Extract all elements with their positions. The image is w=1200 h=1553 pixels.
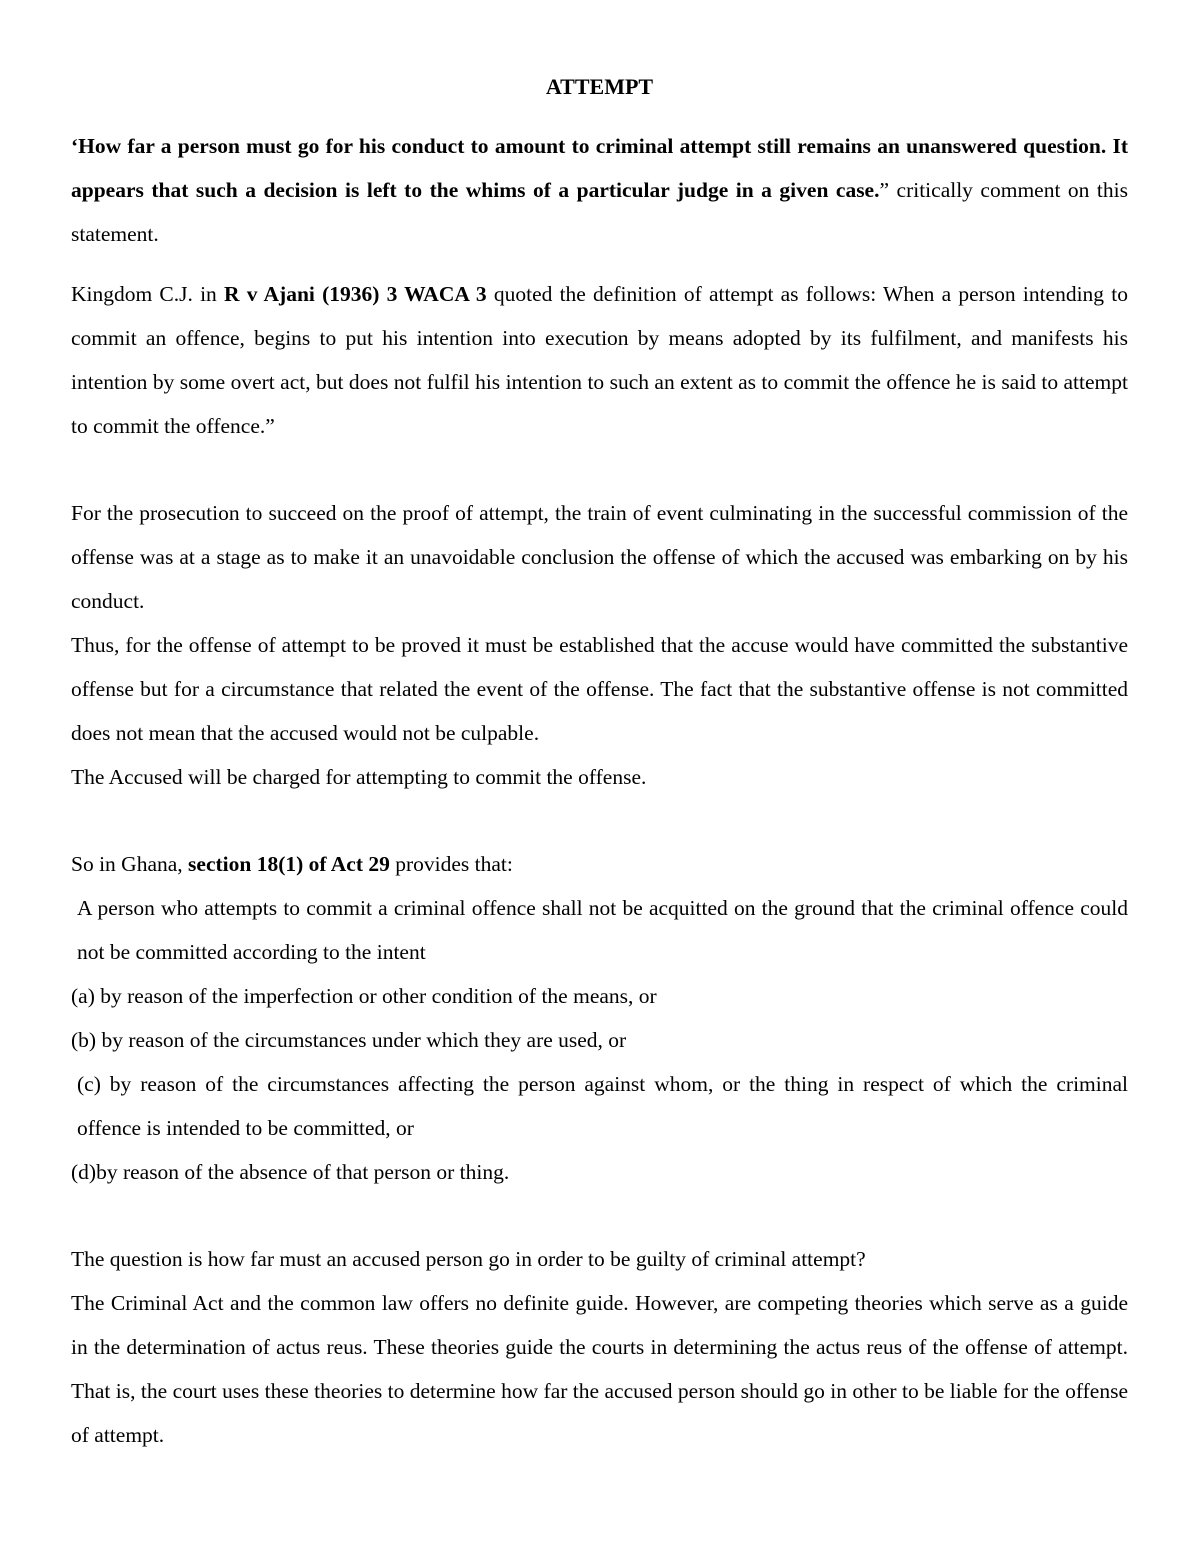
ghana-paragraph — [71, 842, 1128, 886]
ghana-provides: provides that: — [389, 852, 513, 876]
clause-c — [71, 1062, 1128, 1150]
section-text: A person who attempts to commit a criminal offence shall not be acquitted on the ground that the criminal offence could not be committed according to the intent — [77, 896, 1128, 964]
clause-b — [71, 1018, 1128, 1062]
prosecution-paragraph — [71, 491, 1128, 623]
prosecution-text: For the prosecution to succeed on the proof of attempt, the train of event culminating in the successful commission of the offense was at a stage as to make it an unavoidable conclusion the offense of which the accused was embarking on by his conduct. — [71, 501, 1128, 613]
ajani-paragraph — [71, 272, 1128, 448]
ajani-intro: Kingdom C.J. in — [71, 282, 225, 306]
question-line — [71, 1237, 1128, 1281]
section-reference: section 18(1) of Act 29 — [188, 852, 390, 876]
essay-question-instruction: ” critically comment on this statement. — [71, 178, 1128, 246]
essay-question — [71, 124, 1128, 256]
clause-a — [71, 974, 1128, 1018]
question-line-text: The question is how far must an accused person go in order to be guilty of criminal attempt? — [71, 1247, 866, 1271]
clause-d-text: (d)by reason of the absence of that person or thing. — [71, 1160, 510, 1184]
charged-paragraph — [71, 755, 1128, 799]
ghana-intro: So in Ghana, — [71, 852, 189, 876]
thus-text: Thus, for the offense of attempt to be proved it must be established that the accuse would have committed the substantive offense but for a circumstance that related the event of the offense. The fact that the substantive offense is not committed does not mean that the accused would not be culpable. — [71, 633, 1128, 745]
section-text-paragraph — [71, 886, 1128, 974]
essay-question-bold: ‘How far a person must go for his conduct to amount to criminal attempt still remains an unanswered question. It appears that such a decision is left to the whims of a particular judge in a given case. — [71, 134, 1128, 202]
clause-a-text: (a) by reason of the imperfection or other condition of the means, or — [71, 984, 657, 1008]
conclusion-text: The Criminal Act and the common law offers no definite guide. However, are competing theories which serve as a guide in the determination of actus reus. These theories guide the courts in determining the actus reus of the offense of attempt. That is, the court uses these theories to determine how far the accused person should go in other to be liable for the offense of attempt. — [71, 1291, 1128, 1447]
clause-c-text: (c) by reason of the circumstances affecting the person against whom, or the thing in respect of which the criminal offence is intended to be committed, or — [77, 1072, 1128, 1140]
clause-d — [71, 1150, 1128, 1194]
document-title: ATTEMPT — [545, 74, 654, 99]
thus-paragraph — [71, 623, 1128, 755]
conclusion-paragraph — [71, 1281, 1128, 1457]
ajani-definition: quoted the definition of attempt as follows: When a person intending to commit an offence, begins to put his intention into execution by means adopted by its fulfilment, and manifests his intention by some overt act, but does not fulfil his intention to such an extent as to commit the offence he is said to attempt to commit the offence.” — [71, 282, 1128, 438]
charged-text: The Accused will be charged for attempting to commit the offense. — [71, 765, 647, 789]
case-citation: R v Ajani (1936) 3 WACA 3 — [224, 282, 487, 306]
clause-b-text: (b) by reason of the circumstances under which they are used, or — [71, 1028, 627, 1052]
